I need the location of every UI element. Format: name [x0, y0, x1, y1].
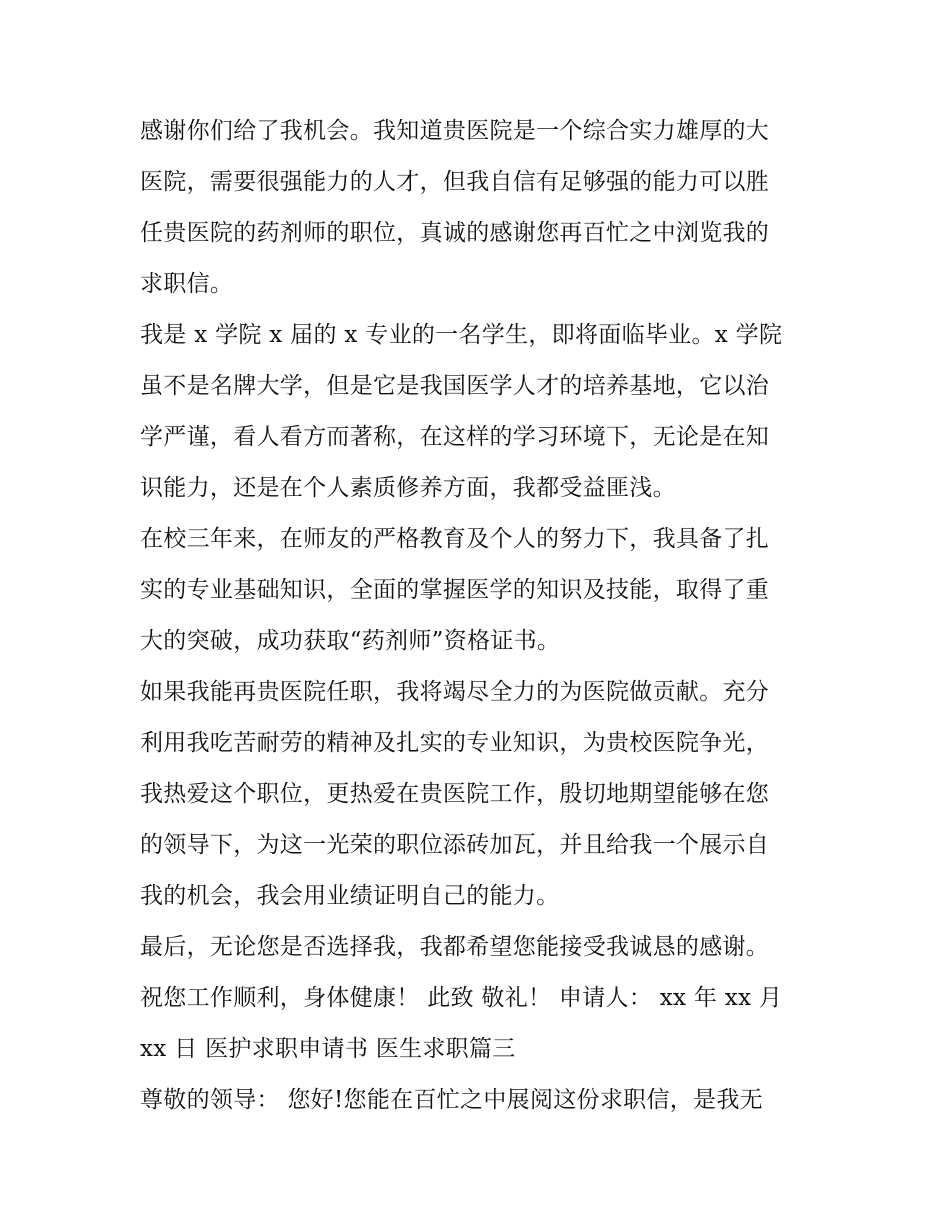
- text-line: 最后，无论您是否选择我，我都希望您能接受我诚恳的感谢。: [140, 934, 770, 960]
- text-line: 虽不是名牌大学，但是它是我国医学人才的培养基地，它以治: [140, 373, 770, 399]
- text-line: 大的突破，成功获取“药剂师”资格证书。: [140, 628, 561, 654]
- text-line: 利用我吃苦耐劳的精神及扎实的专业知识，为贵校医院争光，: [140, 730, 770, 756]
- text-line: 祝您工作顺利，身体健康！ 此致 敬礼！ 申请人： xx 年 xx 月: [140, 985, 783, 1011]
- text-line: 任贵医院的药剂师的职位，真诚的感谢您再百忙之中浏览我的: [140, 220, 770, 246]
- text-line: 求职信。: [140, 271, 234, 297]
- text-line: 学严谨，看人看方而著称，在这样的学习环境下，无论是在知: [140, 424, 770, 450]
- document-body: [140, 106, 820, 1126]
- text-line: 实的专业基础知识，全面的掌握医学的知识及技能，取得了重: [140, 577, 770, 603]
- text-line: 的领导下，为这一光荣的职位添砖加瓦，并且给我一个展示自: [140, 832, 770, 858]
- text-line: 我的机会，我会用业绩证明自己的能力。: [140, 883, 560, 909]
- text-line: 我热爱这个职位，更热爱在贵医院工作，殷切地期望能够在您: [140, 781, 770, 807]
- text-line: 尊敬的领导： 您好!您能在百忙之中展阅这份求职信，是我无: [140, 1087, 763, 1113]
- text-line: 感谢你们给了我机会。我知道贵医院是一个综合实力雄厚的大: [140, 118, 770, 144]
- text-line: xx 日 医护求职申请书 医生求职篇三: [140, 1036, 516, 1062]
- text-line: 识能力，还是在个人素质修养方面，我都受益匪浅。: [140, 475, 676, 501]
- text-line: 在校三年来，在师友的严格教育及个人的努力下，我具备了扎: [140, 526, 770, 552]
- text-line: 如果我能再贵医院任职，我将竭尽全力的为医院做贡献。充分: [140, 679, 770, 705]
- text-line: 医院，需要很强能力的人才，但我自信有足够强的能力可以胜: [140, 169, 770, 195]
- text-line: 我是 x 学院 x 届的 x 专业的一名学生，即将面临毕业。x 学院: [140, 322, 783, 348]
